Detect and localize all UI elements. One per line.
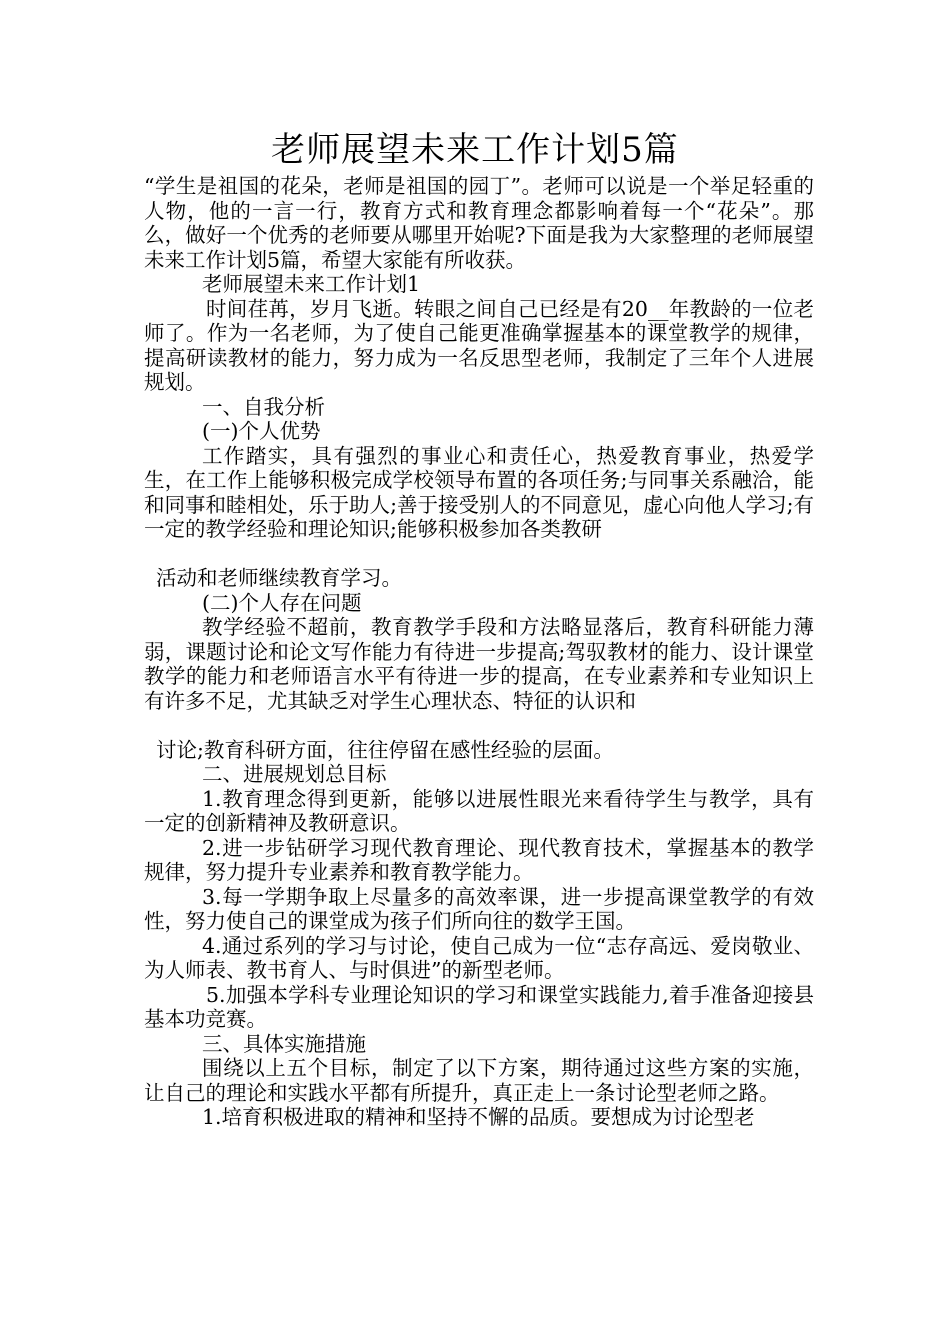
- section-heading: 三、具体实施措施: [202, 1031, 366, 1056]
- list-item: 1.培育积极进取的精神和坚持不懈的品质。要想成为讨论型老: [202, 1105, 755, 1129]
- list-item: 2.进一步钻研学习现代教育理论、现代教育技术，掌握基本的教学规律，努力提升专业素养和教育教学能力。: [144, 835, 814, 884]
- body-paragraph: 工作踏实，具有强烈的事业心和责任心，热爱教育事业，热爱学生，在工作上能够积极完成学校领导布置的各项任务;与同事关系融洽，能和同事和睦相处，乐于助人;善于接受别人的不同意见，虚心向他人学习;有一定的教学经验和理论知识;能够积极参加各类教研: [144, 443, 814, 541]
- list-item: 4.通过系列的学习与讨论，使自己成为一位“志存高远、爱岗敬业、为人师表、教书育人、与时俱进”的新型老师。: [144, 933, 814, 982]
- body-paragraph: 围绕以上五个目标，制定了以下方案，期待通过这些方案的实施，让自己的理论和实践水平都有所提升，真正走上一条讨论型老师之路。: [144, 1056, 814, 1105]
- document-title: 老师展望未来工作计划5篇: [271, 130, 679, 170]
- document-body: [144, 174, 814, 1130]
- body-paragraph: 时间荏苒，岁月飞逝。转眼之间自己已经是有20__年教龄的一位老师了。作为一名老师，为了使自己能更准确掌握基本的课堂教学的规律，提高研读教材的能力，努力成为一名反思型老师，我制定了三年个人进展规划。: [144, 296, 814, 394]
- body-paragraph: 教学经验不超前，教育教学手段和方法略显落后，教育科研能力薄弱，课题讨论和论文写作能力有待进一步提高;驾驭教材的能力、设计课堂教学的能力和老师语言水平有待进一步的提高，在专业素养和专业知识上有许多不足，尤其缺乏对学生心理状态、特征的认识和: [144, 615, 814, 713]
- subsection-heading: (一)个人优势: [202, 419, 321, 443]
- body-paragraph-continuation: 活动和老师继续教育学习。: [156, 566, 402, 590]
- section-heading: 一、自我分析: [202, 394, 325, 419]
- section-heading: 二、进展规划总目标: [202, 762, 387, 786]
- section-heading: 老师展望未来工作计划1: [202, 272, 421, 296]
- list-item: 3.每一学期争取上尽量多的高效率课，进一步提高课堂教学的有效性，努力使自己的课堂成为孩子们所向往的数学王国。: [144, 884, 814, 933]
- list-item: 5.加强本学科专业理论知识的学习和课堂实践能力,着手准备迎接县基本功竞赛。: [144, 982, 814, 1031]
- body-paragraph-continuation: 讨论;教育科研方面，往往停留在感性经验的层面。: [156, 737, 614, 762]
- list-item: 1.教育理念得到更新，能够以进展性眼光来看待学生与教学，具有一定的创新精神及教研意识。: [144, 786, 814, 835]
- blank-line: [144, 542, 814, 567]
- subsection-heading: (二)个人存在问题: [202, 590, 362, 615]
- blank-line: [144, 713, 814, 738]
- intro-paragraph: “学生是祖国的花朵，老师是祖国的园丁”。老师可以说是一个举足轻重的人物，他的一言一行，教育方式和教育理念都影响着每一个“花朵”。那么，做好一个优秀的老师要从哪里开始呢?下面是我为大家整理的老师展望未来工作计划5篇，希望大家能有所收获。: [144, 174, 814, 272]
